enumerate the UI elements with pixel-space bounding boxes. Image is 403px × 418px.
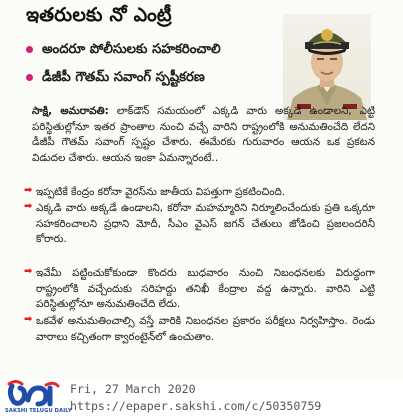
- subhead-2-text: డీజీపీ గౌతమ్‌ సవాంగ్‌ స్పష్టీకరణ: [42, 70, 205, 85]
- sakshi-logo: [4, 380, 72, 416]
- subhead-1-text: అందరూ పోలీసులకు సహకరించాలి: [42, 42, 221, 57]
- magenta-dot-icon: [26, 46, 33, 53]
- article-intro: [32, 104, 375, 166]
- edition-date: Fri, 27 March 2020: [70, 382, 196, 396]
- bullet-1-text: ఇప్పటికే కేంద్రం కరోనా వైరస్‌ను జాతీయ విపత్తుగా ప్రకటించింది.: [36, 186, 286, 198]
- red-arrow-icon: ➡: [24, 314, 33, 325]
- bullet-4-text: ఒకవేళ అనుమతించాల్సి వస్తే వారికి నిబంధనల ప్రకారం పరీక్షలు నిర్వహిస్తాం. రెండు వారాలు కచ్చితంగా క్వారంటైన్‌లో ఉంచుతాం.: [36, 315, 375, 343]
- bullet-1: [24, 185, 375, 201]
- bullet-2: [24, 201, 375, 248]
- dateline: సాక్షి, అమరావతి:: [32, 105, 109, 117]
- bullet-3: [24, 266, 375, 313]
- intro-text: లాక్‌డౌన్‌ సమయంలో ఎక్కడి వారు అక్కడే ఉండాలని, ఎట్టి పరిస్థితుల్లోనూ ఇతర ప్రాంతాల నుంచి వచ్చే వారిని రాష్ట్రంలోకి అనుమతించేది లేదని డీజీపీ గౌతమ్‌ సవాంగ్‌ స్పష్టం చేశారు. ఈమేరకు గురువారం ఆయన ఒక ప్రకటన విడుదల చేశారు. ఆయన ఇంకా ఏమన్నారంటే..: [32, 105, 376, 164]
- subhead-1: [26, 42, 221, 60]
- logo-subtitle: SAKSHI TELUGU DAILY: [5, 408, 72, 414]
- red-arrow-icon: ➡: [24, 185, 33, 196]
- sakshi-wordmark: [6, 380, 60, 408]
- bullet-4: [24, 314, 375, 345]
- red-arrow-icon: ➡: [24, 201, 33, 212]
- magenta-dot-icon: [26, 74, 33, 81]
- bullet-3-text: ఇవేమీ పట్టించుకోకుండా కొందరు బుధవారం నుంచి నిబంధనలకు విరుద్ధంగా రాష్ట్రంలోకి వచ్చేందుకు సరిహద్దు తనిఖీ కేంద్రాల వద్ద ఉన్నారు. వారిని ఎట్టి పరిస్థితుల్లోనూ అనుమతించేది లేదు.: [36, 267, 375, 311]
- subhead-2: [26, 70, 205, 88]
- headline: ఇతరులకు నో ఎంట్రీ: [26, 4, 172, 26]
- epaper-link[interactable]: https://epaper.sakshi.com/c/50350759: [70, 399, 322, 413]
- red-arrow-icon: ➡: [24, 266, 33, 277]
- bullet-2-text: ఎక్కడి వారు అక్కడే ఉండాలని, కరోనా మహమ్మారిని నిర్మూలించేందుకు ప్రతి ఒక్కరూ సహకరించాలని ప్రధాని మోదీ, సీఎం వైఎస్‌ జగన్‌ చేతులు జోడించి ప్రజలందరినీ కోరారు.: [36, 202, 375, 246]
- epaper-footer: [0, 378, 403, 418]
